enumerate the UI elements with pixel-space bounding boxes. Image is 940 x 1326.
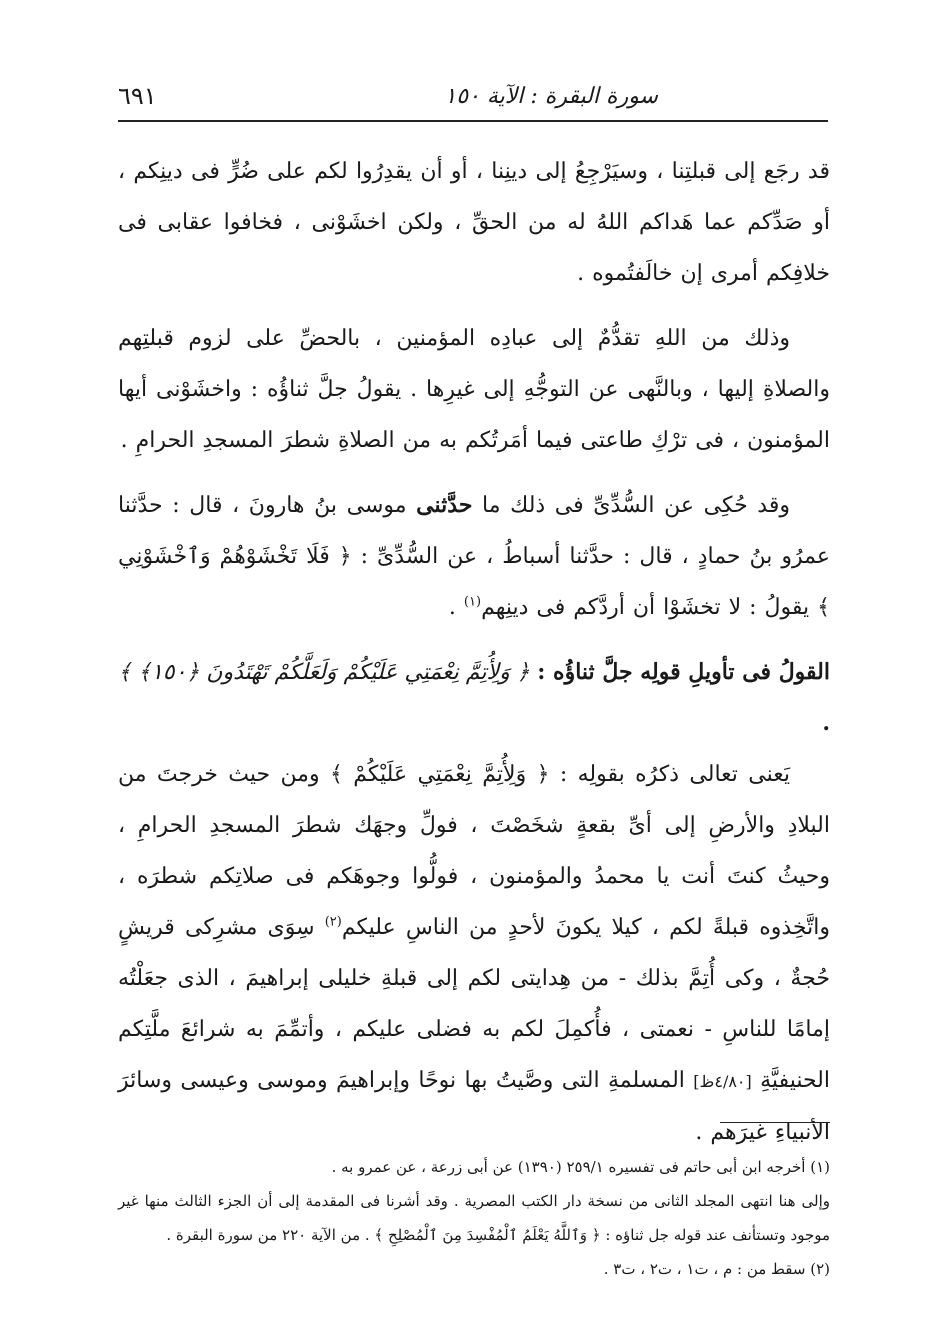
heading-lead: القولُ فى تأويلِ قولِه جلَّ ثناؤُه : [537, 659, 830, 685]
paragraph-2: وذلك من اللهِ تقدُّمٌ إلى عبادِه المؤمنين ، بالحضِّ على لزوم قبلتِهم والصلاةِ إليها ، وبالنَّهى عن التوجُّهِ إلى غيرِها . يقولُ جلَّ ثناؤُه : واخشَوْنى أيها المؤمنون ، فى ترْكِ طاعتى فيما أمَرتُكم به من الصلاةِ شطرَ المسجدِ الحرامِ . [118, 326, 830, 453]
page-header [118, 80, 828, 122]
sudi-text-after: موسى بنُ هارونَ ، قال : حدَّثنا عمرُو بنُ حمادٍ ، قال : حدَّثنا أسباطُ ، عن السُّدِّىِّ : ﴿ فَلَا تَخْشَوْهُمْ وَٱخْشَوْنِي ﴾ يقولُ : لا تخشَوْا أن أردَّكم فى دينِهم [118, 493, 830, 620]
footnote-marker-1: (١) [463, 594, 482, 610]
tafsir-part-2: سِوَى مشرِكى قريشٍ حُجةٌ ، وكى أُتِمَّ بذلك - من هِدايتى لكم إلى قبلةِ خليلى إبراهيمَ ، الذى جعَلْتُه إمامًا للناسِ - نعمتى ، فأُكمِلَ لكم به فضلى عليكم ، وأتمِّمَ به شرائعَ ملَّتِكم الحنيفيَّةِ [118, 915, 830, 1093]
tafsir-part-3: المسلمةِ التى وصَّيتُ بها نوحًا وإبراهيمَ وموسى وعيسى وسائرَ الأنبياءِ غيرَهم . [118, 1068, 830, 1145]
paragraph-sudi-narration [118, 480, 830, 633]
paragraph-tafsir [118, 749, 830, 1158]
footnotes [118, 1150, 830, 1286]
sudi-text-end: . [448, 595, 464, 620]
heading-end: . [822, 710, 830, 736]
footnote-2: (٢) سقط من : م ، ت١ ، ت٢ ، ت٣ . [603, 1260, 830, 1278]
sudi-bold-word: حدَّثنى [416, 492, 473, 518]
page-number: ٦٩١ [118, 82, 157, 110]
sudi-text-before: وقد حُكِى عن السُّدِّىِّ فى ذلك ما [482, 493, 790, 518]
manuscript-reference: [٤/٨٠ظ] [693, 1072, 752, 1091]
footnote-divider [720, 1122, 830, 1123]
running-title: سورة البقرة : الآية ١٥٠ [444, 84, 658, 109]
footnote-1: (١) أخرجه ابن أبى حاتم فى تفسيره ٢٥٩/١ (١٣٩٠) عن أبى زرعة ، عن عمرو به . [331, 1158, 830, 1176]
footnote-note: وإلى هنا انتهى المجلد الثانى من نسخة دار الكتب المصرية . وقد أشرنا فى المقدمة إلى أن الجزء الثالث منها غير موجود وتستأنف عند قوله جل ثناؤه : ﴿ وَٱللَّهُ يَعْلَمُ ٱلْمُفْسِدَ مِنَ ٱلْمُصْلِحِ ﴾ . من الآية ٢٢٠ من سورة البقرة . [118, 1192, 830, 1244]
main-text [118, 146, 830, 1172]
heading-verse: ﴿ وَلِأُتِمَّ نِعْمَتِي عَلَيْكُمْ وَلَعَلَّكُمْ تَهْتَدُونَ ﴿١٥٠﴾ ﴾ [118, 660, 530, 685]
tafsir-part-1: يَعنى تعالى ذكرُه بقولِه : ﴿ وَلِأُتِمَّ نِعْمَتِي عَلَيْكُمْ ﴾ ومن حيث خرجتَ من البلادِ والأرضِ إلى أىِّ بقعةٍ شخَصْتَ ، فولِّ وجهَك شطرَ المسجدِ الحرامِ ، وحيثُ كنتَ أنت يا محمدُ والمؤمنون ، فولُّوا وجوهَكم فى صلاتِكم شطرَه ، واتَّخِذوه قبلةً لكم ، كيلا يكونَ لأحدٍ من الناسِ عليكم [118, 762, 830, 940]
paragraph-1: قد رجَع إلى قبلتِنا ، وسيَرْجِعُ إلى دينِنا ، أو أن يقدِرُوا لكم على ضُرٍّ فى دينِكم ، أو صَدِّكم عما هَداكم اللهُ له من الحقِّ ، ولكن اخشَوْنى ، فخافوا عقابى فى خلافِكم أمرى إن خالَفتُموه . [118, 159, 830, 286]
section-heading [118, 647, 830, 749]
footnote-marker-2: (٢) [324, 914, 342, 930]
